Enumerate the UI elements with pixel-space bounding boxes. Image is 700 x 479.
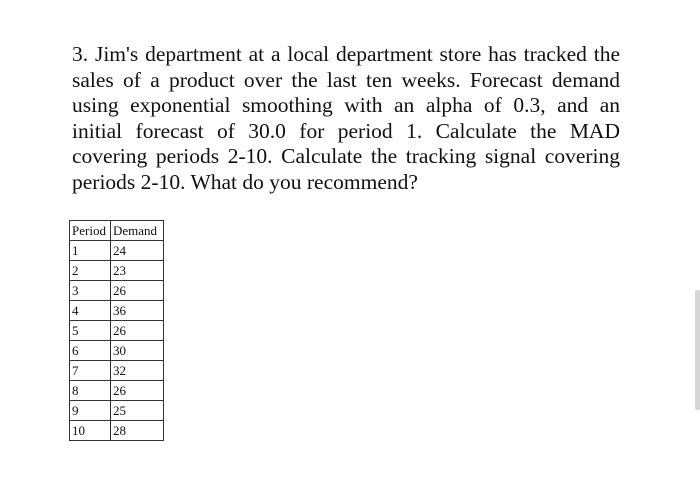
table-row bbox=[70, 421, 164, 441]
table-row bbox=[70, 321, 164, 341]
period-cell: 8 bbox=[70, 381, 111, 401]
demand-cell: 36 bbox=[111, 301, 164, 321]
period-cell: 6 bbox=[70, 341, 111, 361]
table-row bbox=[70, 241, 164, 261]
demand-cell: 23 bbox=[111, 261, 164, 281]
period-cell: 10 bbox=[70, 421, 111, 441]
scrollbar[interactable] bbox=[695, 290, 700, 410]
demand-cell: 25 bbox=[111, 401, 164, 421]
period-cell: 2 bbox=[70, 261, 111, 281]
question-text: 3. Jim's department at a local department store has tracked the sales of a product over the last ten weeks. Forecast demand using exponential smoothing with an alpha of 0.3, and an initial forecast of 30.0 for period 1. Calculate the MAD covering periods 2-10. Calculate the tracking signal covering periods 2-10. What do you recommend? bbox=[72, 42, 620, 194]
demand-cell: 26 bbox=[111, 381, 164, 401]
table-row bbox=[70, 281, 164, 301]
demand-cell: 28 bbox=[111, 421, 164, 441]
table-row bbox=[70, 381, 164, 401]
period-cell: 7 bbox=[70, 361, 111, 381]
demand-cell: 32 bbox=[111, 361, 164, 381]
table-row bbox=[70, 341, 164, 361]
column-header-demand: Demand bbox=[111, 221, 164, 241]
table-row bbox=[70, 261, 164, 281]
period-cell: 1 bbox=[70, 241, 111, 261]
period-cell: 5 bbox=[70, 321, 111, 341]
demand-cell: 30 bbox=[111, 341, 164, 361]
demand-cell: 26 bbox=[111, 321, 164, 341]
table-row bbox=[70, 361, 164, 381]
demand-table bbox=[69, 220, 164, 441]
period-cell: 3 bbox=[70, 281, 111, 301]
table-row bbox=[70, 301, 164, 321]
table-header-row bbox=[70, 221, 164, 241]
demand-cell: 26 bbox=[111, 281, 164, 301]
period-cell: 4 bbox=[70, 301, 111, 321]
period-cell: 9 bbox=[70, 401, 111, 421]
column-header-period: Period bbox=[70, 221, 111, 241]
demand-cell: 24 bbox=[111, 241, 164, 261]
table-row bbox=[70, 401, 164, 421]
